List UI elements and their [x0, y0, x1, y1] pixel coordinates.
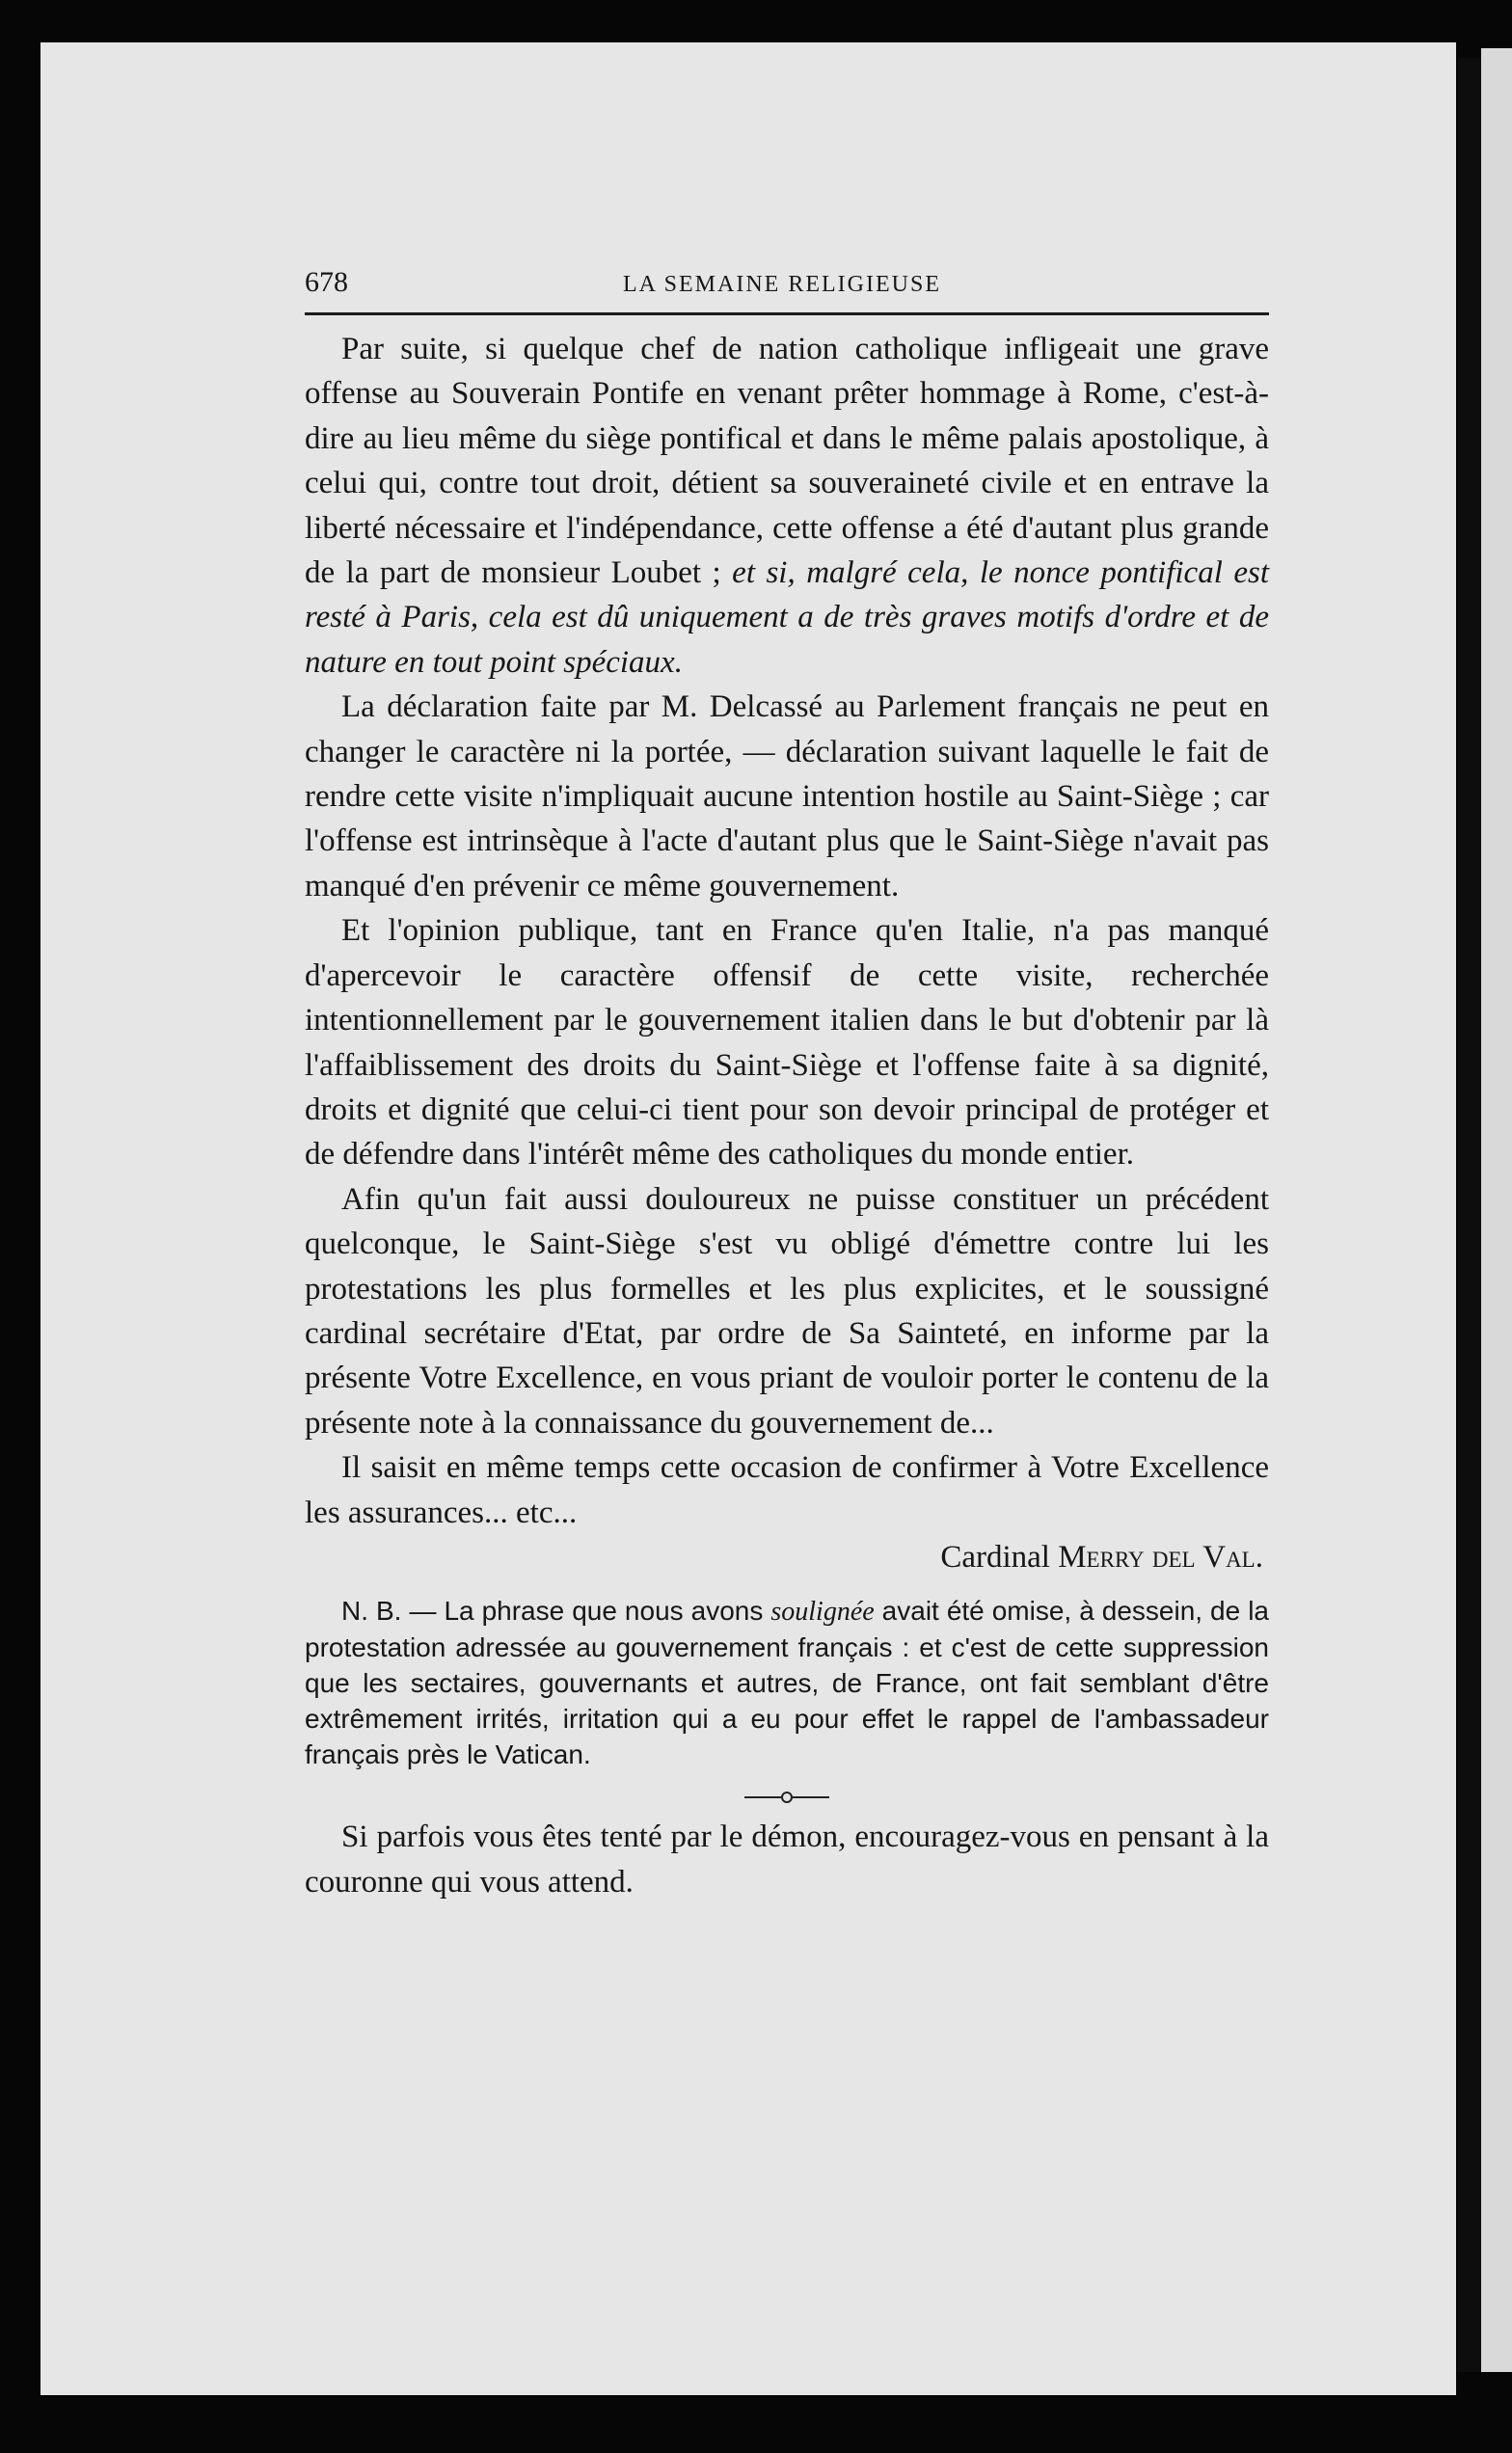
page-content — [305, 266, 1269, 1904]
paragraph-3: Et l'opinion publique, tant en France qu'en Italie, n'a pas manqué d'apercevoir le caractère offensif de cette visite, recherchée intentionnellement par le gouvernement italien dans le but d'obtenir par là l'affaiblissement des droits du Saint-Siège et l'offense faite à sa dignité, droits et dignité que celui-ci tient pour son devoir principal de protéger et de défendre dans l'intérêt même des catholiques du monde entier. — [305, 913, 1269, 1173]
paragraph-4: Afin qu'un fait aussi douloureux ne puisse constituer un précédent quelconque, le Saint-Siège s'est vu obligé d'émettre contre lui les protestations les plus formelles et les plus explicites, et le soussigné cardinal secrétaire d'Etat, par ordre de Sa Sainteté, en informe par la présente Votre Excellence, en vous priant de vouloir porter le contenu de la présente note à la connaissance du gouvernement de... — [305, 1181, 1269, 1441]
letter-body — [305, 327, 1269, 1579]
adjacent-page-edge — [1481, 48, 1512, 2372]
page-number: 678 — [305, 266, 348, 298]
running-header — [305, 266, 1269, 315]
paragraph-5: Il saisit en même temps cette occasion de confirmer à Votre Excellence les assurances... etc... — [305, 1450, 1269, 1530]
signature — [305, 1535, 1269, 1579]
signature-prefix: Cardinal — [940, 1539, 1059, 1575]
paragraph-1-italic-text: et si, malgré cela, le nonce pontifical est resté à Paris, cela est dû uniquement a de très graves motifs d'ordre et de nature en tout point spéciaux. — [305, 555, 1269, 680]
footnote-text — [305, 1593, 1269, 1772]
footnote-underlined-word: soulignée — [770, 1597, 875, 1628]
closing-thought: Si parfois vous êtes tenté par le démon, encouragez-vous en pensant à la couronne qui vous attend. — [305, 1820, 1269, 1900]
running-title: LA SEMAINE RELIGIEUSE — [623, 272, 941, 297]
paragraph-1 — [305, 327, 1269, 685]
paragraph-1-text: Par suite, si quelque chef de nation catholique infligeait une grave offense au Souverain Pontife en venant prêter hommage à Rome, c'est-à-dire au lieu même du siège pontifical et dans le même palais apostolique, à celui qui, contre tout droit, détient sa souveraineté civile et en entrave la liberté nécessaire et l'indépendance, cette offense a été d'autant plus grande de la part de monsieur Loubet ; — [305, 332, 1269, 591]
section-ornament — [305, 1782, 1269, 1809]
signature-name: Merry del Val. — [1058, 1539, 1263, 1575]
footnote-lead: N. B. — La phrase que nous avons — [341, 1596, 771, 1627]
footnote — [305, 1593, 1269, 1772]
footnote-rest: avait été omise, à dessein, de la protestation adressée au gouvernement français : et c'est de cette suppression que les sectaires, gouvernants et autres, de France, ont fait semblant d'être extrêmement irrités, irritation qui a eu pour effet le rappel de l'ambassadeur français près le Vatican. — [305, 1596, 1269, 1770]
paragraph-2: La déclaration faite par M. Delcassé au Parlement français ne peut en changer le caractère ni la portée, — déclaration suivant laquelle le fait de rendre cette visite n'impliquait aucune intention hostile au Saint-Siège ; car l'offense est intrinsèque à l'acte d'autant plus que le Saint-Siège n'avait pas manqué d'en prévenir ce même gouvernement. — [305, 689, 1269, 903]
